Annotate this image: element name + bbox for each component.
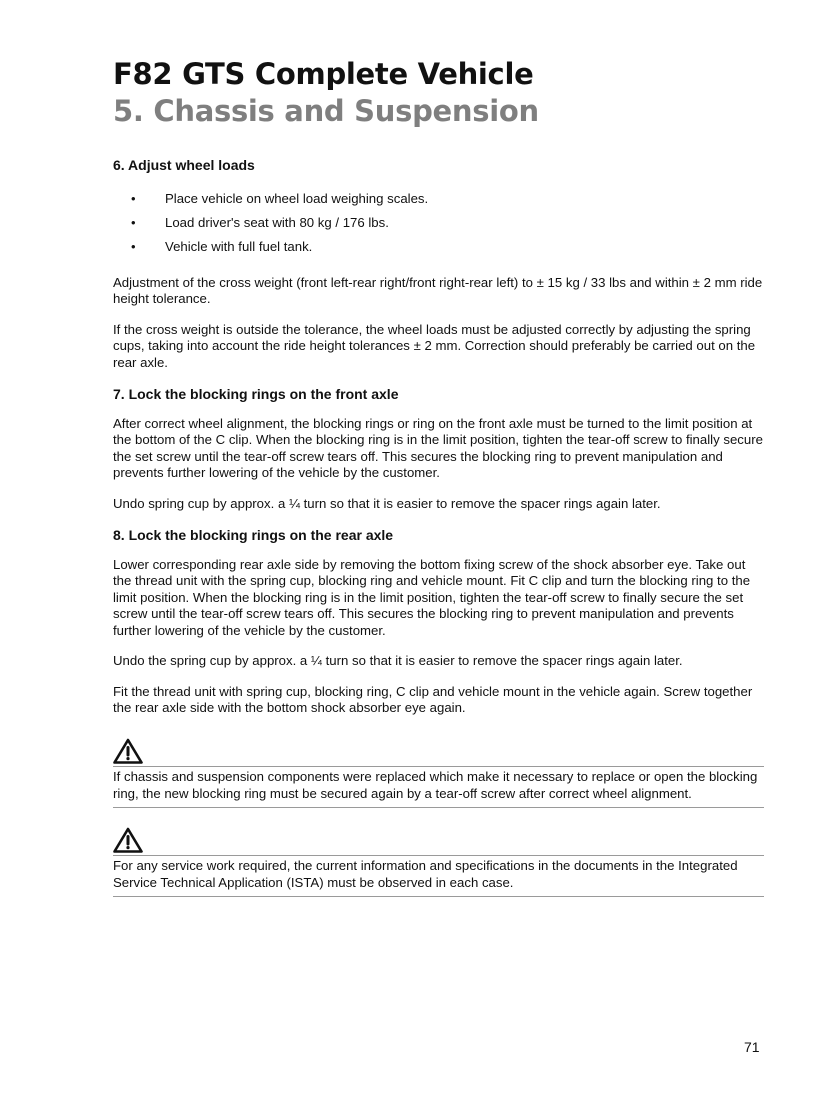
bullet-item	[113, 211, 765, 235]
document-page	[113, 56, 765, 897]
divider	[113, 896, 764, 897]
bullet-dot-icon: •	[131, 239, 136, 254]
divider	[113, 807, 764, 808]
paragraph: If the cross weight is outside the tolerance, the wheel loads must be adjusted correctly by adjusting the spring cups, taking into account the ride height tolerances ± 2 mm. Correction should preferably be carried out on the rear axle.	[113, 321, 756, 370]
paragraph: After correct wheel alignment, the blocking rings or ring on the front axle must be turned to the limit position at the bottom of the C clip. When the blocking ring is in the limit position, tighten the tear-off screw to finally secure the set screw until the tear-off screw tears off. This secures the blocking ring to prevent manipulation and prevents further lowering of the vehicle by the customer.	[113, 416, 763, 481]
paragraph: Undo the spring cup by approx. a ¼ turn so that it is easier to remove the spacer rings again later.	[113, 653, 683, 669]
divider	[113, 766, 764, 767]
paragraph: Fit the thread unit with spring cup, blocking ring, C clip and vehicle mount in the vehicle again. Screw together the rear axle side with the bottom shock absorber eye again.	[113, 683, 753, 715]
chapter-subtitle: 5. Chassis and Suspension	[113, 94, 539, 128]
warning-text: If chassis and suspension components were replaced which make it necessary to replace or open the blocking ring, the new blocking ring must be secured again by a tear-off screw after correct wheel alignment.	[113, 769, 758, 801]
section-heading: 6. Adjust wheel loads	[113, 157, 255, 173]
section-rear-axle-blocking-rings	[113, 526, 765, 716]
warning-text: For any service work required, the current information and specifications in the documents in the Integrated Service Technical Application (ISTA) must be observed in each case.	[113, 858, 738, 890]
bullet-text: Place vehicle on wheel load weighing scales.	[165, 191, 429, 206]
divider	[113, 855, 764, 856]
bullet-text: Load driver's seat with 80 kg / 176 lbs.	[165, 215, 389, 230]
paragraph: Lower corresponding rear axle side by removing the bottom fixing screw of the shock absorber eye. Take out the thread unit with the spring cup, blocking ring and vehicle mount. Fit C clip and turn the blocking ring to the limit position. When the blocking ring is in the limit position, tighten the tear-off screw to finally secure the set screw until the tear-off screw tears off. This secures the blocking ring to prevent manipulation and prevents further lowering of the vehicle by the customer.	[113, 557, 751, 638]
bullet-item	[113, 235, 765, 259]
section-heading: 8. Lock the blocking rings on the rear axle	[113, 527, 394, 544]
section-adjust-wheel-loads	[113, 156, 765, 371]
warning-note	[113, 819, 765, 897]
warning-note	[113, 730, 765, 808]
bullet-text: Vehicle with full fuel tank.	[165, 239, 313, 254]
paragraph: Adjustment of the cross weight (front left-rear right/front right-rear left) to ± 15 kg / 33 lbs and within ± 2 mm ride height tolerance.	[113, 275, 763, 307]
bullet-dot-icon: •	[131, 191, 136, 206]
section-heading: 7. Lock the blocking rings on the front axle	[113, 386, 399, 403]
paragraph: Undo spring cup by approx. a ¼ turn so that it is easier to remove the spacer rings again later.	[113, 495, 661, 511]
bullet-item	[113, 187, 765, 211]
warning-triangle-icon	[113, 738, 143, 764]
document-title: F82 GTS Complete Vehicle	[113, 57, 534, 91]
bullet-list	[113, 187, 765, 259]
warning-triangle-icon	[113, 827, 143, 853]
section-front-axle-blocking-rings	[113, 385, 765, 512]
page-number: 71	[744, 1039, 760, 1055]
bullet-dot-icon: •	[131, 215, 136, 230]
